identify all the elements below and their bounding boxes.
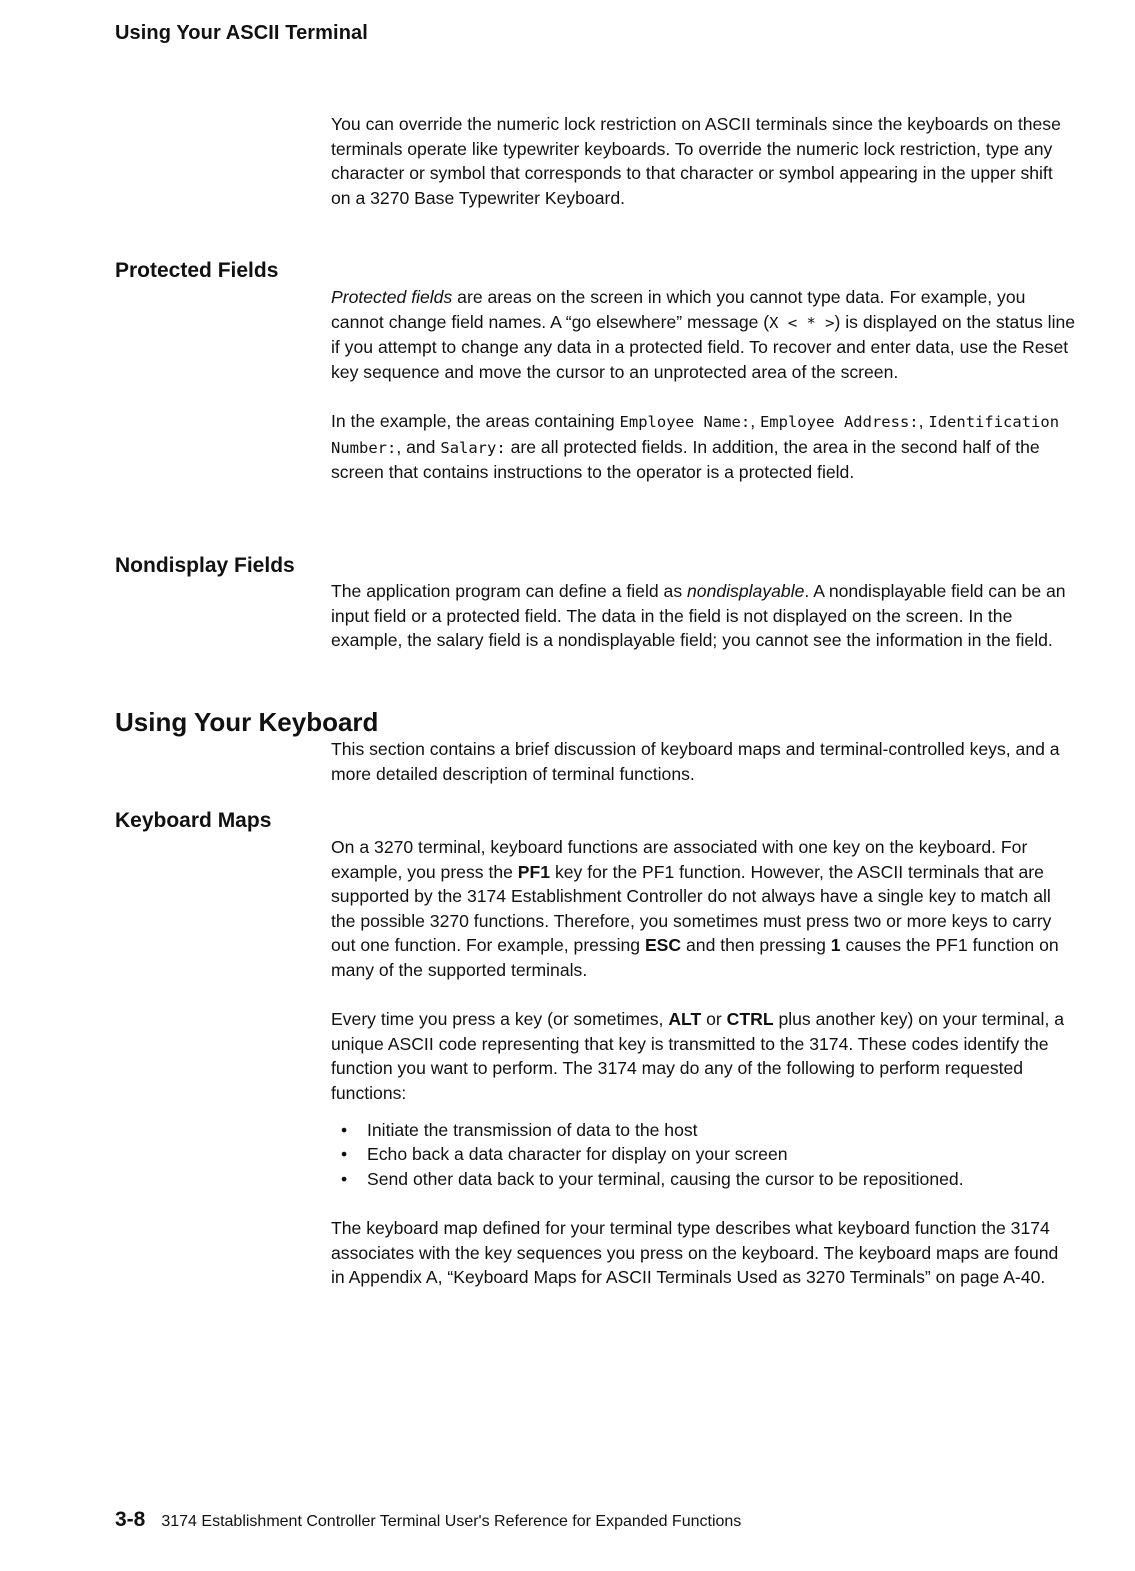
- key-ctrl: CTRL: [726, 1009, 774, 1030]
- book-title: 3174 Establishment Controller Terminal User's Reference for Expanded Functions: [161, 1513, 742, 1530]
- using-keyboard-heading: Using Your Keyboard: [115, 707, 379, 737]
- nondisplay-fields-heading: Nondisplay Fields: [115, 554, 295, 577]
- list-item: • Echo back a data character for display on your screen: [331, 1142, 1076, 1167]
- intro-paragraph: You can override the numeric lock restriction on ASCII terminals since the keyboards on these terminals operate like typewriter keyboards. To override the numeric lock restriction, type any character or symbol that corresponds to that character or symbol appearing in the upper shift on a 3270 Base Typewriter Keyboard.: [331, 114, 1061, 208]
- key-esc: ESC: [644, 935, 682, 956]
- function-bullet-list: [331, 1118, 1076, 1192]
- protected-fields-paragraph-1: Protected fields are areas on the screen in which you cannot type data. For example, you cannot change field names. A “go elsewhere” message (X < * >) is displayed on the status line if you attempt to change any data in a protected field. To recover and enter data, use the Reset key sequence and move the cursor to an unprotected area of the screen.: [331, 287, 1076, 382]
- list-item: • Initiate the transmission of data to the host: [331, 1118, 1076, 1143]
- page-footer: [115, 1508, 741, 1532]
- code-identification-number: Identification Number:: [331, 412, 1060, 457]
- key-1: 1: [830, 935, 841, 956]
- code-employee-address: Employee Address:: [759, 412, 919, 431]
- go-elsewhere-symbol: X < * >: [769, 313, 835, 332]
- keyboard-maps-heading: Keyboard Maps: [115, 809, 272, 832]
- keyboard-maps-paragraph-1: On a 3270 terminal, keyboard functions are associated with one key on the keyboard. For example, you press the PF1 key for the PF1 function. However, the ASCII terminals that are supported by the 3174 Establishment Controller do not always have a single key to match all the possible 3270 functions. Therefore, you sometimes must press two or more keys to carry out one function. For example, pressing ESC and then pressing 1 causes the PF1 function on many of the supported terminals.: [331, 837, 1059, 980]
- protected-fields-paragraph-2: In the example, the areas containing Employee Name:, Employee Address:, Identification Number:, and Salary: are all protected fields. In addition, the area in the second half of the screen that contains instructions to the operator is a protected field.: [331, 410, 1060, 483]
- using-keyboard-paragraph: This section contains a brief discussion of keyboard maps and terminal-controlled keys, and a more detailed description of terminal functions.: [331, 739, 1060, 784]
- running-head: Using Your ASCII Terminal: [115, 22, 368, 44]
- keyboard-maps-paragraph-2: Every time you press a key (or sometimes, ALT or CTRL plus another key) on your terminal, a unique ASCII code representing that key is transmitted to the 3174. These codes identify the function you want to perform. The 3174 may do any of the following to perform requested functions:: [331, 1009, 1065, 1103]
- code-employee-name: Employee Name:: [619, 412, 751, 431]
- nondisplay-fields-section: [331, 579, 1076, 653]
- key-pf1: PF1: [517, 861, 551, 882]
- protected-fields-heading: Protected Fields: [115, 259, 279, 282]
- protected-fields-term: Protected fields: [331, 287, 453, 307]
- intro-section: [331, 112, 1076, 210]
- list-item: • Send other data back to your terminal, causing the cursor to be repositioned.: [331, 1167, 1076, 1192]
- code-salary: Salary:: [440, 438, 506, 457]
- using-keyboard-section: [331, 737, 1076, 786]
- key-alt: ALT: [668, 1009, 702, 1030]
- nondisplay-fields-paragraph: The application program can define a field as nondisplayable. A nondisplayable field can be an input field or a protected field. The data in the field is not displayed on the screen. In the example, the salary field is a nondisplayable field; you cannot see the information in the field.: [331, 581, 1066, 651]
- keyboard-maps-paragraph-3: The keyboard map defined for your terminal type describes what keyboard function the 3174 associates with the key sequences you press on the keyboard. The keyboard maps are found in Appendix A, “Keyboard Maps for ASCII Terminals Used as 3270 Terminals” on page A-40.: [331, 1217, 1059, 1288]
- keyboard-maps-section: [331, 835, 1076, 1290]
- page-number: 3-8: [115, 1508, 146, 1531]
- protected-fields-section: [331, 285, 1076, 485]
- nondisplayable-term: nondisplayable: [687, 581, 805, 601]
